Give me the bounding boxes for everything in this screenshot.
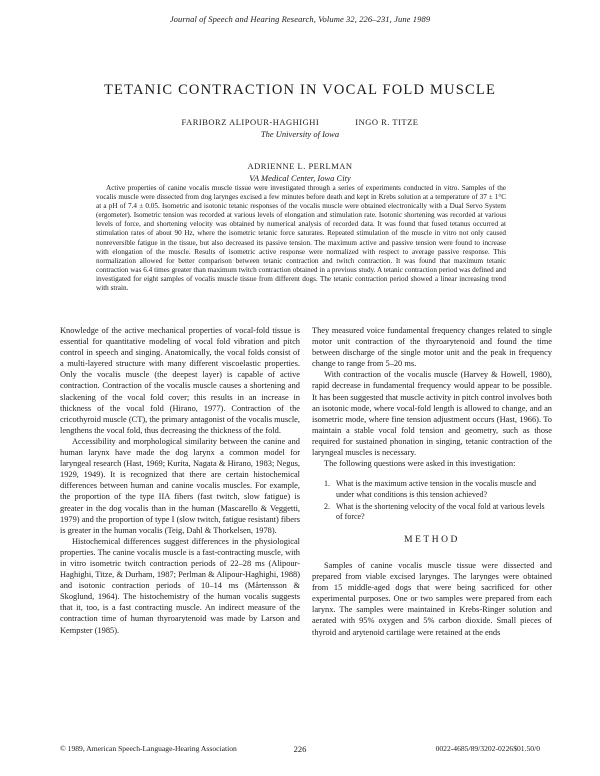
list-item <box>312 479 552 500</box>
list-text: What is the shortening velocity of the vocal fold at various levels of force? <box>336 502 545 522</box>
body-paragraph: They measured voice fundamental frequency changes related to single motor unit contraction of the thyroarytenoid and found the time between discharge of the single motor unit and the peak in frequency change to range from 5–20 ms. <box>312 326 552 369</box>
body-paragraph: Knowledge of the active mechanical properties of vocal-fold tissue is essential for quantitative modeling of vocal fold vibration and pitch control in speech and singing. Anatomically, the vocal folds consist of a multi-layered structure with many different viscoelastic properties. Only the vocalis muscle (the deepest layer) is capable of active contraction. Contraction of the vocalis muscle causes a shortening and slackening of the vocal fold cover; this results in an increase in thickness of the vocal fold (Hirano, 1977). Contraction of the cricothyroid muscle (CT), the primary antagonist of the vocalis muscle, lengthens the vocal fold, thus decreasing the thickness of the fold. <box>60 326 300 435</box>
research-questions <box>312 479 552 523</box>
author-name-2: INGO R. TITZE <box>355 117 419 127</box>
list-text: What is the maximum active tension in the vocalis muscle and under what conditions is this tension achieved? <box>336 479 536 499</box>
author-name-1: FARIBORZ ALIPOUR-HAGHIGHI <box>181 117 320 127</box>
page-number: 226 <box>293 744 307 754</box>
list-number: 2. <box>324 502 330 512</box>
copyright-notice: © 1989, American Speech-Language-Hearing Association <box>60 744 237 753</box>
article-code: 0022-4685/89/3202-0226$01.50/0 <box>435 744 540 753</box>
abstract: Active properties of canine vocalis muscle tissue were investigated through a series of experiments conducted in vitro. Samples of the vocalis muscle were dissected from dog larynges excised a few minutes before death and kept in Krebs solution at a temperature of 37 ± 1°C at a pH of 7.4 ± 0.05. Isometric and isotonic tetanic responses of the vocalis muscle were obtained electronically with a Dual Servo System (ergometer). Isometric tension was recorded at various levels of elongation and stimulation rate. Isotonic shortening was recorded at various levels of force, and shortening velocity was obtained by numerical analysis of recorded data. It was found that fused tetanus occurred at stimulation rates of about 90 Hz, where the isometric tetanic force saturates. Repeated stimulation of the muscle in vitro not only caused nonreversible fatigue in the tissue, but also decreased its passive tension. The maximum active and passive tension were found to increase with elongation of the muscle. Results of isometric active response were normalized with respect to average passive response. This normalization allowed for better comparison between tetanic contraction and twitch contraction. It was found that maximum tetanic contraction was 6.4 times greater than maximum twitch contraction obtained in a previous study. A tetanic contraction period was defined and investigated for eight samples of vocalis muscle tissue from different dogs. The tetanic contraction period showed a linear increasing trend with strain. <box>96 184 506 293</box>
body-paragraph: Samples of canine vocalis muscle tissue were dissected and prepared from viable excised larynges. The larynges were obtained from 15 middle-aged dogs that were being sacrificed for other experimental purposes. One or two samples were prepared from each larynx. The samples were maintained in Krebs-Ringer solution and aerated with 95% oxygen and 5% carbon dioxide. Small pieces of thyroid and arytenoid cartilage were retained at the ends <box>312 560 552 637</box>
author-block-1 <box>0 116 600 140</box>
body-paragraph: The following questions were asked in this investigation: <box>324 459 516 469</box>
section-heading: METHOD <box>404 534 460 545</box>
article-title: TETANIC CONTRACTION IN VOCAL FOLD MUSCLE <box>103 82 496 98</box>
author-block-2 <box>0 160 600 184</box>
affiliation-2: VA Medical Center, Iowa City <box>249 173 351 183</box>
affiliation-1: The University of Iowa <box>260 129 340 139</box>
body-paragraph: Histochemical differences suggest differences in the physiological properties. The canine vocalis muscle is a fast-contracting muscle, with in vitro isometric twitch contraction periods of 22–28 ms (Alipour-Haghighi, Titze, & Durham, 1987; Perlman & Alipour-Haghighi, 1988) and isotonic contraction periods of 10–14 ms (Mårtensson & Skoglund, 1964). The histochemistry of the human vocalis suggests that it, too, is a fast contracting muscle. An indirect measure of the contraction time of human thyroarytenoid was made by Larson and Kempster (1985). <box>60 536 300 635</box>
journal-header: Journal of Speech and Hearing Research, Volume 32, 226–231, June 1989 <box>169 14 431 24</box>
body-paragraph: Accessibility and morphological similarity between the canine and human larynx have made the dog larynx a common model for laryngeal research (Hast, 1969; Kurita, Nagata & Hirano, 1983; Negus, 1929, 1949). It is recognized that there are certain histochemical differences between human and canine vocalis muscles. For example, the proportion of the type IIA fibers (fast twitch, slow fatigue) is greater in the dog vocalis than in the human (Mascarello & Veggetti, 1979) and the proportion of type I (slow twitch, fatigue resistant) fibers is greater in the human vocalis (Teig, Dahl & Thorkelsen, 1978). <box>60 436 300 535</box>
left-column <box>60 325 300 636</box>
list-number: 1. <box>324 479 330 489</box>
right-column <box>312 325 552 638</box>
list-item <box>312 502 552 523</box>
body-paragraph: With contraction of the vocalis muscle (Harvey & Howell, 1980), rapid decrease in fundamental frequency would appear to be possible. It has been suggested that muscle activity in pitch control involves both an isotonic mode, where vocal-fold length is allowed to change, and an isometric mode, where fine tension adjustment occurs (Hast, 1966). To maintain a stable vocal fold tension and geometry, such as those required for sustained phonation in singing, tetanic contraction of the laryngeal muscles is necessary. <box>312 370 552 458</box>
author-name-3: ADRIENNE L. PERLMAN <box>247 161 353 171</box>
